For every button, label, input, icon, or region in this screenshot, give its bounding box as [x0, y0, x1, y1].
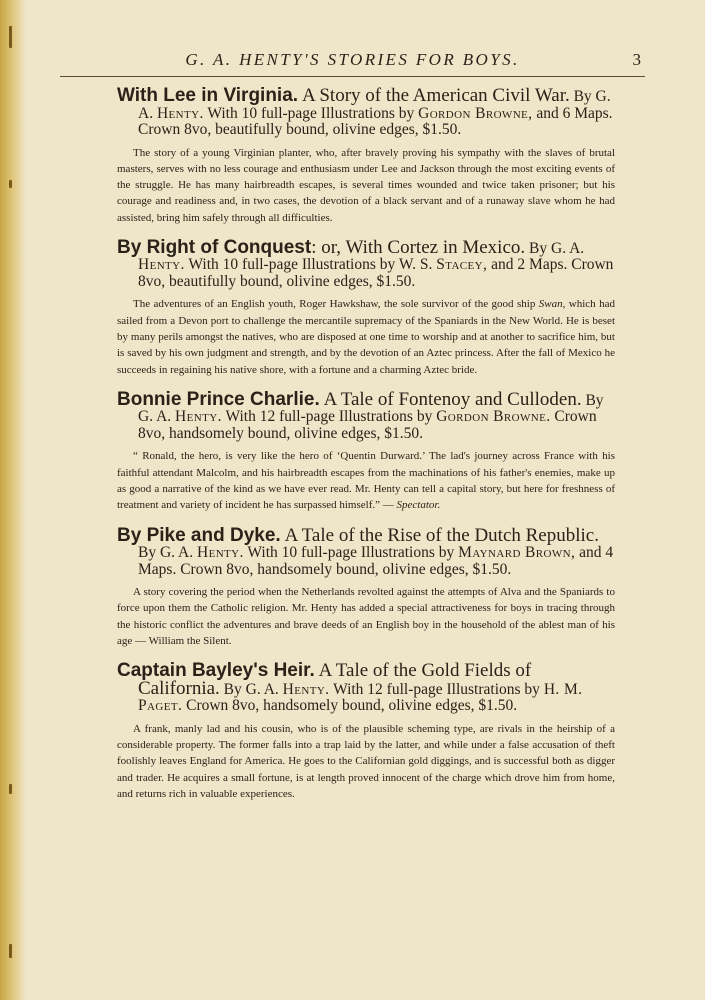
description-text: The adventures of an English youth, Roger Hawkshaw, the sole survivor of the good ship: [133, 298, 536, 311]
author-name: Henty.: [175, 408, 222, 426]
book-title: By Right of Conquest: [117, 236, 312, 258]
book-subtitle: : or, With Cortez in Mexico.: [311, 236, 526, 258]
book-details: With 12 full-page Illustrations by: [333, 680, 540, 698]
book-entry: [117, 660, 615, 802]
book-title: Bonnie Prince Charlie.: [117, 388, 320, 410]
book-description: A story covering the period when the Netherlands revolted against the attempts of Alva and the Spaniards to force upon them the Catholic religion. Mr. Henty has added a special attractiveness for boys in tracing through the historic conflict the adventures and brave deeds of an English boy in the household of the ablest man of his age — William the Silent.: [117, 586, 615, 648]
author-name: Henty.: [282, 680, 330, 698]
book-heading: [117, 236, 615, 291]
page-number: 3: [632, 50, 641, 69]
description-text: “ Ronald, the hero, is very like the hero of ‘Quentin Durward.’ The lad's journey across France with his faithful attendant Malcolm, and his hairbreadth escapes from the machinations of his father's enemies, make up as good a narrative of the kind as we have ever read. Mr. Henty can tell a capital story, but here for freshness of treatment and variety of incident he has surpassed himself.” —: [117, 450, 615, 512]
book-heading: [117, 85, 615, 139]
author-name: Henty.: [197, 544, 244, 562]
book-heading: [117, 660, 615, 715]
binding-mark: [9, 180, 12, 188]
illustrator-name: Stacey,: [436, 256, 488, 274]
illustrator-name: Gordon Browne.: [436, 408, 551, 426]
illustrator-name: H. M. Paget.: [138, 680, 583, 715]
illustrator-name: Gordon Browne,: [418, 104, 533, 122]
book-heading: [117, 524, 615, 579]
book-entry: [117, 524, 615, 650]
author-name: Henty.: [138, 256, 185, 274]
binding-mark: [9, 944, 12, 958]
book-description: [117, 296, 615, 377]
ship-name: Swan: [538, 298, 563, 311]
binding-mark: [9, 784, 12, 794]
running-title: G. A. HENTY'S STORIES FOR BOYS.: [185, 50, 520, 69]
page-header: [60, 36, 645, 77]
book-details: With 10 full-page Illustrations by W. S.: [188, 256, 433, 274]
book-details: and 6 Maps. Crown 8vo, beautifully bound, olivine edges, $1.50.: [138, 104, 613, 138]
book-heading: [117, 388, 615, 443]
book-description: A frank, manly lad and his cousin, who is of the plausible scheming type, are rivals in the heirship of a considerable property. The former falls into a trap laid by the latter, and while under a false accusation of theft foolishly leaves England for America. He goes to the Californian gold diggings, and is successful both as digger and trader. He acquires a small fortune, is at length proved innocent of the charge which drove him from home, and returns rich in valuable experiences.: [117, 722, 615, 801]
book-title: Captain Bayley's Heir.: [117, 660, 315, 682]
book-entry: [117, 388, 615, 514]
book-subtitle: A Story of the American Civil War.: [301, 85, 570, 106]
byline: By G. A.: [529, 239, 585, 257]
byline: By G. A.: [138, 544, 194, 562]
author-name: Henty.: [156, 104, 204, 122]
binding-mark: [9, 26, 12, 48]
book-subtitle: A Tale of the Rise of the Dutch Republic.: [284, 524, 599, 546]
page-binding-edge: [0, 0, 26, 1000]
illustrator-name: Maynard Brown,: [458, 544, 576, 562]
book-subtitle: A Tale of the Gold Fields of California.: [138, 660, 532, 699]
byline: By G. A.: [138, 88, 611, 122]
book-details: Crown 8vo, handsomely bound, olivine edges, $1.50.: [186, 697, 518, 715]
book-details: and 2 Maps. Crown 8vo, beautifully bound, olivine edges, $1.50.: [138, 256, 614, 290]
book-description: [117, 448, 615, 513]
book-subtitle: A Tale of Fontenoy and Culloden.: [323, 388, 582, 410]
review-source: Spectator.: [396, 499, 441, 512]
book-entry: [117, 236, 615, 378]
book-title: By Pike and Dyke.: [117, 524, 281, 546]
book-entry: [117, 85, 615, 226]
book-title: With Lee in Virginia.: [117, 85, 299, 106]
book-list: [117, 85, 615, 816]
byline: By G. A.: [223, 680, 279, 698]
byline: By G. A.: [138, 391, 604, 426]
description-text: , which had sailed from a Devon port to challenge the mercantile supremacy of the Spaniards in the New World. He is beset by many perils amongst the natives, who are disposed at one time to worship and at another to sacrifice him, but is saved by his own judgment and strength, and by the devotion of an Aztec princess. After the fall of Mexico he succeeds in regaining his native shore, with a fortune and a charming Aztec bride.: [117, 298, 615, 376]
book-details: Crown 8vo, handsomely bound, olivine edges, $1.50.: [138, 408, 597, 442]
book-details: With 10 full-page Illustrations by: [247, 544, 455, 562]
book-description: The story of a young Virginian planter, who, after bravely proving his sympathy with the slaves of brutal masters, serves with no less courage and enthusiasm under Lee and Jackson through the most exciting events of the struggle. He has many hairbreadth escapes, is several times wounded and twice taken prisoner; but his courage and readiness and, in two cases, the devotion of a black servant and of a runaway slave whom he had assisted, bring him safely through all difficulties.: [117, 146, 615, 224]
book-details: and 4 Maps. Crown 8vo, handsomely bound, olivine edges, $1.50.: [138, 544, 614, 578]
book-details: With 10 full-page Illustrations by: [207, 104, 415, 122]
book-details: With 12 full-page Illustrations by: [225, 408, 433, 426]
